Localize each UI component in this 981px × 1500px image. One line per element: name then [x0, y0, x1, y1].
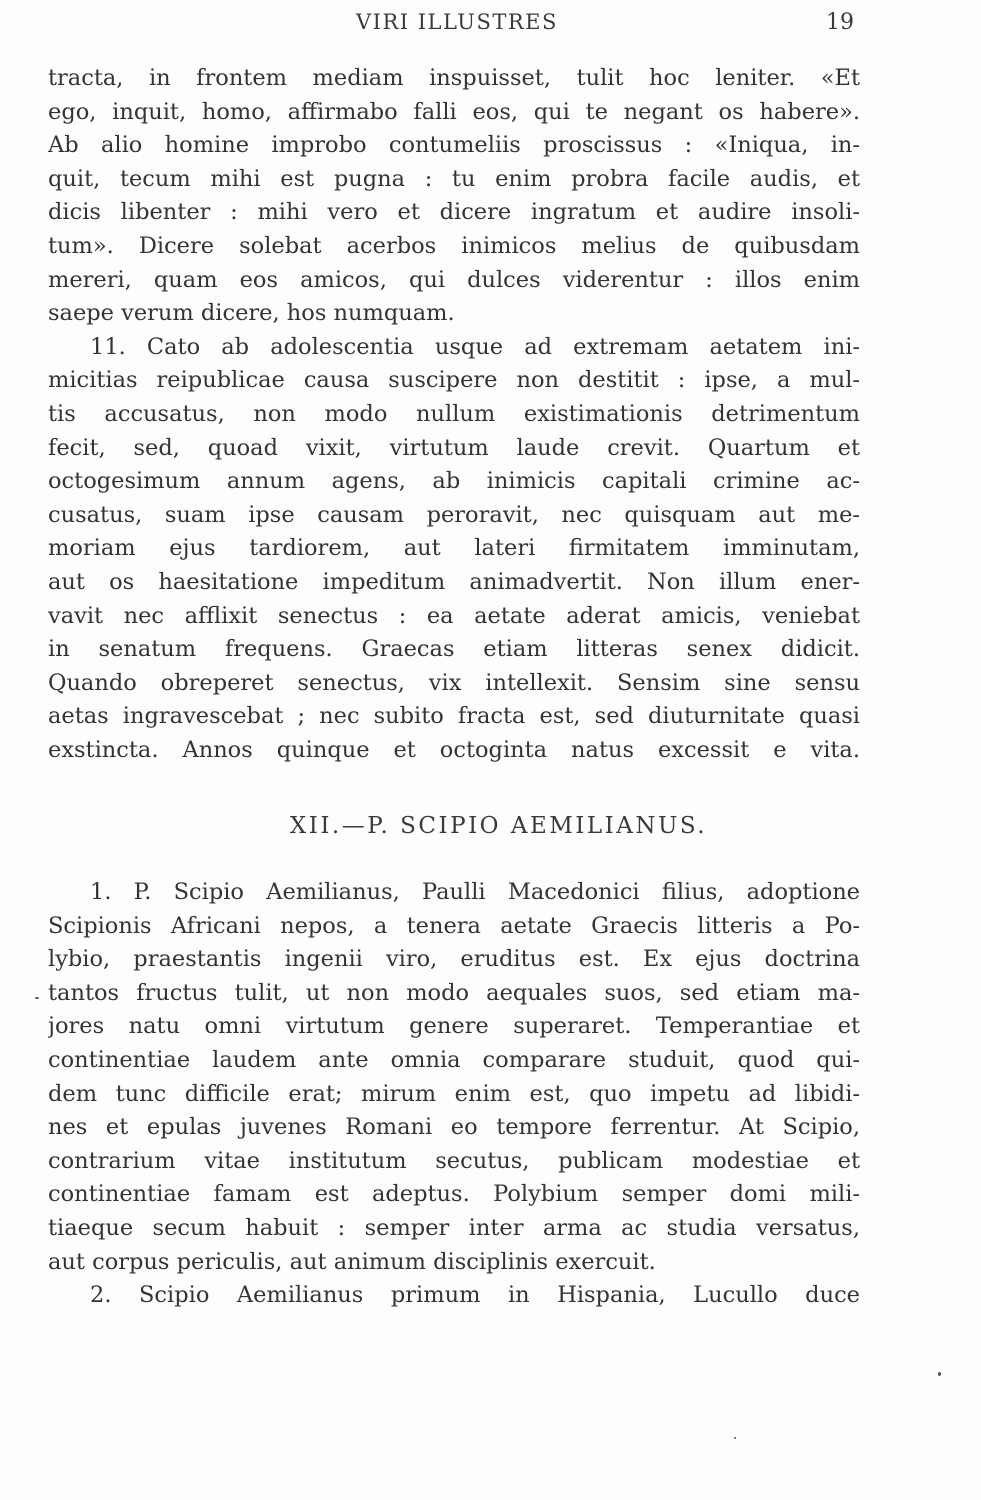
text-line: Ab alio homine improbo contumeliis proscissus : «Iniqua, in- — [48, 132, 860, 159]
text-line: continentiae laudem ante omnia comparare studuit, quod qui- — [48, 1046, 860, 1073]
running-head — [0, 10, 981, 40]
text-line: Scipionis Africani nepos, a tenera aetate Graecis litteris a Po- — [48, 912, 860, 939]
paper-speck — [938, 1372, 941, 1376]
text-line: in senatum frequens. Graecas etiam litteras senex didicit. — [48, 636, 860, 663]
text-line: Quando obreperet senectus, vix intellexit. Sensim sine sensu — [48, 669, 860, 696]
paragraph-start: 1. P. Scipio Aemilianus, Paulli Macedonici filius, adoptione — [90, 879, 860, 905]
text-line: tantos fructus tulit, ut non modo aequales suos, sed etiam ma- — [48, 979, 860, 1006]
text-line: quit, tecum mihi est pugna : tu enim probra facile audis, et — [48, 165, 860, 192]
page-number: 19 — [826, 10, 854, 35]
text-block-two — [48, 876, 860, 1313]
running-title: VIRI ILLUSTRES — [356, 10, 558, 34]
text-line: lybio, praestantis ingenii viro, eruditus est. Ex ejus doctrina — [48, 946, 860, 973]
text-line: aut os haesitatione impeditum animadvertit. Non illum ener- — [48, 568, 860, 595]
section-heading: XII.—P. SCIPIO AEMILIANUS. — [289, 813, 708, 839]
text-line: ego, inquit, homo, affirmabo falli eos, qui te negant os habere». — [48, 98, 860, 125]
text-line: fecit, sed, quoad vixit, virtutum laude crevit. Quartum et — [48, 434, 860, 461]
text-line: vavit nec afflixit senectus : ea aetate aderat amicis, veniebat — [48, 602, 860, 629]
text-line: nes et epulas juvenes Romani eo tempore ferrentur. At Scipio, — [48, 1114, 860, 1141]
text-line: mereri, quam eos amicos, qui dulces viderentur : illos enim — [48, 266, 860, 293]
text-line: contrarium vitae institutum secutus, publicam modestiae et — [48, 1147, 860, 1174]
text-line: moriam ejus tardiorem, aut lateri firmitatem imminutam, — [48, 535, 860, 562]
paper-speck — [734, 1437, 736, 1439]
text-line: octogesimum annum agens, ab inimicis capitali crimine ac- — [48, 468, 860, 495]
paper-speck — [35, 997, 39, 999]
paragraph-start: 11. Cato ab adolescentia usque ad extremam aetatem ini- — [90, 333, 860, 360]
text-line: jores natu omni virtutum genere superaret. Temperantiae et — [48, 1013, 860, 1040]
text-line: saepe verum dicere, hos numquam. — [48, 300, 455, 327]
text-line: dem tunc difficile erat; mirum enim est, quo impetu ad libidi- — [48, 1080, 860, 1107]
text-line: aetas ingravescebat ; nec subito fracta est, sed diuturnitate quasi — [48, 703, 860, 730]
paragraph-start: 2. Scipio Aemilianus primum in Hispania, Lucullo duce — [90, 1282, 860, 1309]
text-line: tiaeque secum habuit : semper inter arma ac studia versatus, — [48, 1214, 860, 1241]
text-line: tum». Dicere solebat acerbos inimicos melius de quibusdam — [48, 232, 860, 259]
text-line: cusatus, suam ipse causam peroravit, nec quisquam aut me- — [48, 501, 860, 528]
text-line: micitias reipublicae causa suscipere non destitit : ipse, a mul- — [48, 367, 860, 394]
text-line: tracta, in frontem mediam inspuisset, tulit hoc leniter. «Et — [48, 65, 860, 91]
text-line: aut corpus periculis, aut animum disciplinis exercuit. — [48, 1248, 656, 1275]
text-line: continentiae famam est adeptus. Polybium semper domi mili- — [48, 1181, 860, 1208]
text-line: exstincta. Annos quinque et octoginta natus excessit e vita. — [48, 736, 860, 763]
text-line: dicis libenter : mihi vero et dicere ingratum et audire insoli- — [48, 199, 860, 226]
text-block-one — [48, 62, 860, 767]
text-line: tis accusatus, non modo nullum existimationis detrimentum — [48, 400, 860, 427]
